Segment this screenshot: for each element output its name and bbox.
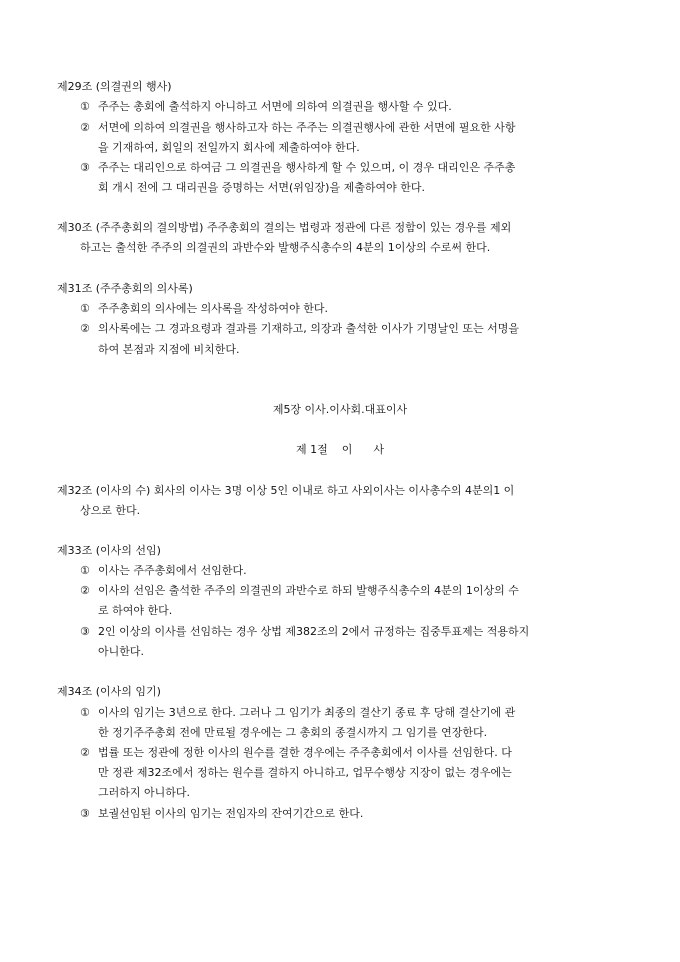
article-31-title: 제31조 (주주총회의 의사록) [57, 282, 193, 295]
article-31-item-2-cont: 하여 본점과 지점에 비치한다. [98, 343, 240, 356]
item-number: ① [80, 302, 90, 315]
article-33-item-2-cont: 로 하여야 한다. [98, 604, 173, 617]
item-text: 서면에 의하여 의결권을 행사하고자 하는 주주는 의결권행사에 관한 서면에 필요한 사항 [98, 121, 516, 134]
article-31-item-1 [80, 301, 328, 317]
item-text: 이사의 선임은 출석한 주주의 의결권의 과반수로 하되 발행주식총수의 4분의 1이상의 수 [98, 584, 519, 597]
item-text: 법률 또는 정관에 정한 이사의 원수를 결한 경우에는 주주총회에서 이사를 선임한다. 다 [98, 746, 512, 759]
item-number: ③ [80, 161, 90, 174]
article-34-title: 제34조 (이사의 임기) [57, 685, 161, 698]
article-33-item-1 [80, 563, 247, 579]
item-text: 주주는 총회에 출석하지 아니하고 서면에 의하여 의결권을 행사할 수 있다. [98, 100, 452, 113]
article-29-item-1 [80, 99, 452, 115]
item-text: 이사의 임기는 3년으로 한다. 그러나 그 임기가 최종의 결산기 종료 후 당해 결산기에 관 [98, 706, 516, 719]
item-text: 이사는 주주총회에서 선임한다. [98, 564, 247, 577]
article-30-line-1: 제30조 (주주총회의 결의방법) 주주총회의 결의는 법령과 정관에 다른 정함이 있는 경우를 제외 [57, 221, 512, 234]
item-number: ② [80, 121, 90, 134]
article-33-item-2 [80, 583, 519, 599]
item-text: 의사록에는 그 경과요령과 결과를 기재하고, 의장과 출석한 이사가 기명날인 또는 서명을 [98, 322, 519, 335]
item-text: 보궐선임된 이사의 임기는 전임자의 잔여기간으로 한다. [98, 807, 364, 820]
article-34-item-3 [80, 806, 363, 822]
item-number: ② [80, 746, 90, 759]
item-number: ② [80, 584, 90, 597]
article-31-item-2 [80, 321, 519, 337]
article-29-title: 제29조 (의결권의 행사) [57, 80, 172, 93]
article-30-line-2: 하고는 출석한 주주의 의결권의 과반수와 발행주식총수의 4분의 1이상의 수로써 한다. [80, 241, 491, 254]
item-number: ① [80, 564, 90, 577]
article-34-item-2 [80, 745, 512, 761]
article-34-item-1 [80, 705, 515, 721]
article-34-item-2-cont-1: 만 정관 제32조에서 정하는 원수를 결하지 아니하고, 업무수행상 지장이 없는 경우에는 [98, 766, 512, 779]
article-33-title: 제33조 (이사의 선임) [57, 544, 161, 557]
item-text: 2인 이상의 이사를 선임하는 경우 상법 제382조의 2에서 규정하는 집중투표제는 적용하지 [98, 625, 530, 638]
item-number: ① [80, 706, 90, 719]
article-32-line-2: 상으로 한다. [80, 504, 141, 517]
item-number: ② [80, 322, 90, 335]
item-text: 주주는 대리인으로 하여금 그 의결권을 행사하게 할 수 있으며, 이 경우 대리인은 주주총 [98, 161, 516, 174]
article-29-item-2-cont: 을 기재하여, 회일의 전일까지 회사에 제출하여야 한다. [98, 141, 360, 154]
item-text: 주주총회의 의사에는 의사록을 작성하여야 한다. [98, 302, 329, 315]
article-29-item-2 [80, 120, 516, 136]
article-33-item-3-cont: 아니한다. [98, 645, 145, 658]
article-33-item-3 [80, 624, 529, 640]
item-number: ③ [80, 625, 90, 638]
article-29-item-3 [80, 160, 515, 176]
chapter-title: 제5장 이사.이사회.대표이사 [272, 403, 408, 416]
article-29-item-3-cont: 회 개시 전에 그 대리권을 증명하는 서면(위임장)을 제출하여야 한다. [98, 181, 425, 194]
section-title: 제 1절 이 사 [296, 443, 384, 456]
item-number: ③ [80, 807, 90, 820]
article-34-item-1-cont: 한 정기주주총회 전에 만료될 경우에는 그 총회의 종결시까지 그 임기를 연장한다. [98, 726, 488, 739]
article-34-item-2-cont-2: 그러하지 아니하다. [98, 786, 191, 799]
article-32-line-1: 제32조 (이사의 수) 회사의 이사는 3명 이상 5인 이내로 하고 사외이사는 이사총수의 4분의1 이 [57, 484, 515, 497]
item-number: ① [80, 100, 90, 113]
